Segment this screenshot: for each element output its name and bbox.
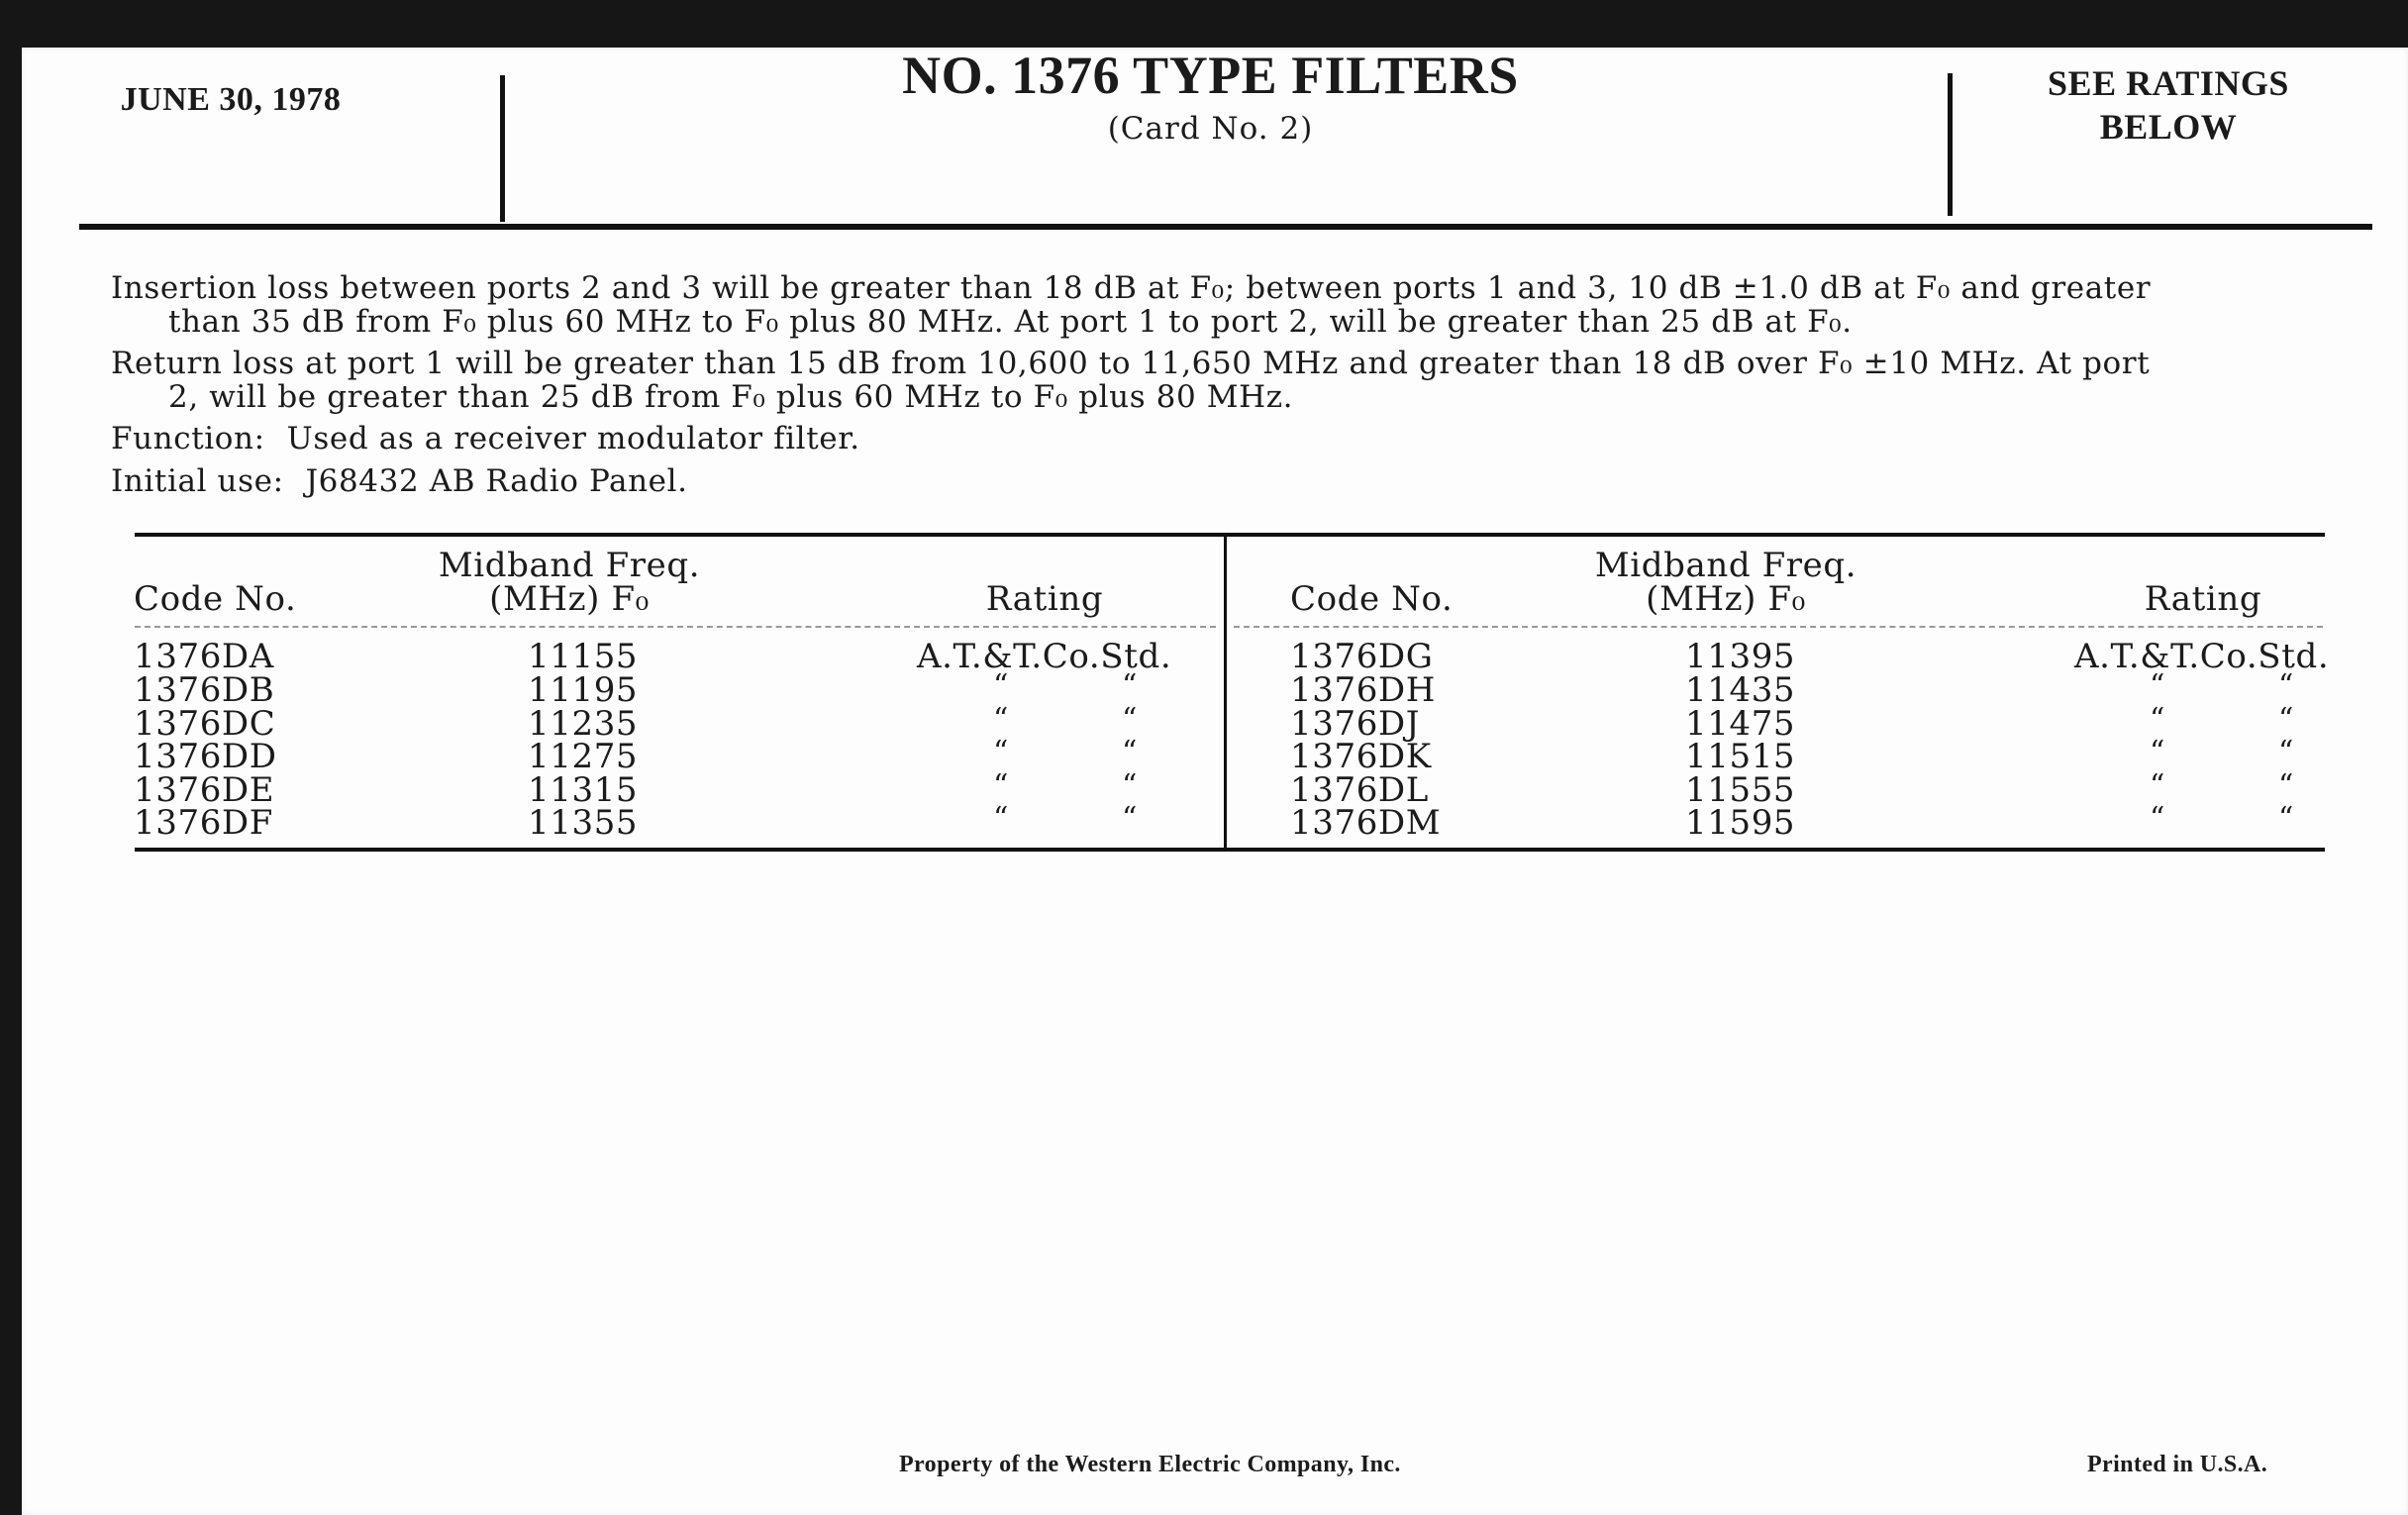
card-title: NO. 1376 TYPE FILTERS <box>902 46 1519 105</box>
return-loss-paragraph <box>111 347 2299 414</box>
function-label: Function: <box>111 421 265 456</box>
left-col-freq-header-line2: (MHz) F₀ <box>489 579 650 619</box>
code-cell: 1376DF <box>134 803 273 843</box>
left-col-freq-header-line1: Midband Freq. <box>438 546 701 585</box>
ditto-mark: “ <box>2278 801 2294 836</box>
code-cell: 1376DA <box>134 637 274 676</box>
right-col-code-header: Code No. <box>1290 579 1454 619</box>
freq-cell: 11595 <box>1685 803 1796 843</box>
return-loss-line1: Return loss at port 1 will be greater than 15 dB from 10,600 to 11,650 MHz and greater than 18 dB over F₀ ±10 MHz. At port <box>111 346 2151 381</box>
ditto-mark: “ <box>993 768 1009 803</box>
right-header-dashed-rule <box>1234 626 2323 628</box>
ditto-mark: “ <box>1122 702 1138 737</box>
initial-use-line <box>111 463 688 499</box>
header-rule <box>79 224 2372 230</box>
ditto-mark: “ <box>2150 668 2165 703</box>
ditto-mark: “ <box>2278 702 2294 737</box>
ratings-note-line1: SEE RATINGS <box>2048 63 2289 103</box>
freq-cell: 11195 <box>528 670 639 710</box>
ditto-mark: “ <box>993 801 1009 836</box>
freq-cell: 11435 <box>1685 670 1796 710</box>
ditto-mark: “ <box>993 735 1009 769</box>
ditto-mark: “ <box>1122 768 1138 803</box>
table-bottom-rule <box>135 848 2325 852</box>
ditto-mark: “ <box>2150 735 2165 769</box>
function-line <box>111 421 860 456</box>
freq-cell: 11475 <box>1685 704 1796 744</box>
left-col-code-header: Code No. <box>134 579 297 619</box>
code-cell: 1376DH <box>1290 670 1437 710</box>
table-center-divider <box>1224 535 1227 850</box>
freq-cell: 11315 <box>528 770 639 810</box>
ditto-mark: “ <box>993 702 1009 737</box>
freq-cell: 11275 <box>528 737 639 776</box>
ditto-mark: “ <box>2278 668 2294 703</box>
header-divider-right <box>1948 73 1953 216</box>
freq-cell: 11235 <box>528 704 639 744</box>
card-subtitle: (Card No. 2) <box>1107 111 1314 147</box>
card-date: JUNE 30, 1978 <box>120 81 342 118</box>
code-cell: 1376DD <box>134 737 277 776</box>
freq-cell: 11515 <box>1685 737 1796 776</box>
code-cell: 1376DM <box>1290 803 1442 843</box>
rating-cell: A.T.&T.Co.Std. <box>2074 637 2330 676</box>
insertion-loss-paragraph <box>111 271 2299 339</box>
property-notice: Property of the Western Electric Company, Inc. <box>899 1452 1401 1477</box>
code-cell: 1376DL <box>1290 770 1429 810</box>
ditto-mark: “ <box>2150 768 2165 803</box>
left-col-rating-header: Rating <box>985 579 1104 619</box>
code-cell: 1376DE <box>134 770 275 810</box>
ditto-mark: “ <box>2278 735 2294 769</box>
ditto-mark: “ <box>2150 702 2165 737</box>
insertion-loss-line1: Insertion loss between ports 2 and 3 will be greater than 18 dB at F₀; between ports 1 and 3, 10 dB ±1.0 dB at F₀ and greater <box>111 270 2152 306</box>
insertion-loss-line2: than 35 dB from F₀ plus 60 MHz to F₀ plus 80 MHz. At port 1 to port 2, will be greater than 25 dB at F₀. <box>168 304 1853 340</box>
right-col-freq-header-line2: (MHz) F₀ <box>1646 579 1806 619</box>
code-cell: 1376DJ <box>1290 704 1421 744</box>
code-cell: 1376DC <box>134 704 276 744</box>
printed-notice: Printed in U.S.A. <box>2087 1452 2268 1477</box>
right-col-rating-header: Rating <box>2144 579 2262 619</box>
code-cell: 1376DK <box>1290 737 1432 776</box>
ratings-note-line2: BELOW <box>2099 107 2238 147</box>
code-cell: 1376DG <box>1290 637 1434 676</box>
freq-cell: 11555 <box>1685 770 1796 810</box>
rating-cell: A.T.&T.Co.Std. <box>917 637 1172 676</box>
initial-use-value: J68432 AB Radio Panel. <box>305 463 688 499</box>
ditto-mark: “ <box>993 668 1009 703</box>
ditto-mark: “ <box>1122 735 1138 769</box>
freq-cell: 11355 <box>528 803 639 843</box>
freq-cell: 11155 <box>528 637 639 676</box>
left-header-dashed-rule <box>135 626 1216 628</box>
table-top-rule <box>135 533 2325 537</box>
freq-cell: 11395 <box>1685 637 1796 676</box>
code-cell: 1376DB <box>134 670 275 710</box>
filter-card <box>22 48 2408 1515</box>
ditto-mark: “ <box>2278 768 2294 803</box>
ditto-mark: “ <box>1122 668 1138 703</box>
ditto-mark: “ <box>2150 801 2165 836</box>
initial-use-label: Initial use: <box>111 463 284 499</box>
right-col-freq-header-line1: Midband Freq. <box>1594 546 1857 585</box>
ditto-mark: “ <box>1122 801 1138 836</box>
return-loss-line2: 2, will be greater than 25 dB from F₀ plus 60 MHz to F₀ plus 80 MHz. <box>168 379 1294 415</box>
function-value: Used as a receiver modulator filter. <box>286 421 860 456</box>
ratings-note <box>1960 61 2376 149</box>
